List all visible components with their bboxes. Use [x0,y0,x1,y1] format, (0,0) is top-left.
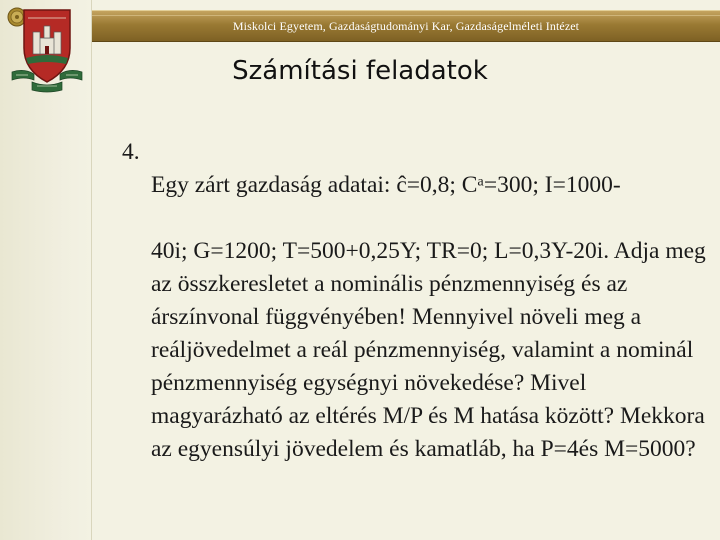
header-bar [92,10,720,42]
task-text [122,136,718,466]
task-number: 4. [122,139,140,165]
task-text-first-line: Egy zárt gazdaság adatai: ĉ=0,8; Cᵃ=300; I=1000- [151,172,621,198]
slide-title: Számítási feladatok [232,56,488,86]
task-text-rest: 40i; G=1200; T=500+0,25Y; TR=0; L=0,3Y-20i. Adja meg az összkeresletet a nominális pénzmennyiség és az árszínvonal függvényében! Mennyivel növeli meg a reáljövedelmet a reál pénzmennyiség, valamint a nominál pénzmennyiség egységnyi növekedése? Mivel magyarázható az eltérés M/P és M hatása között? Mekkora az egyensúlyi jövedelem és kamatláb, ha P=4és M=5000? [151,238,706,462]
task-item [122,136,718,466]
institution-name: Miskolci Egyetem, Gazdaságtudományi Kar, Gazdaságelméleti Intézet [232,19,580,33]
